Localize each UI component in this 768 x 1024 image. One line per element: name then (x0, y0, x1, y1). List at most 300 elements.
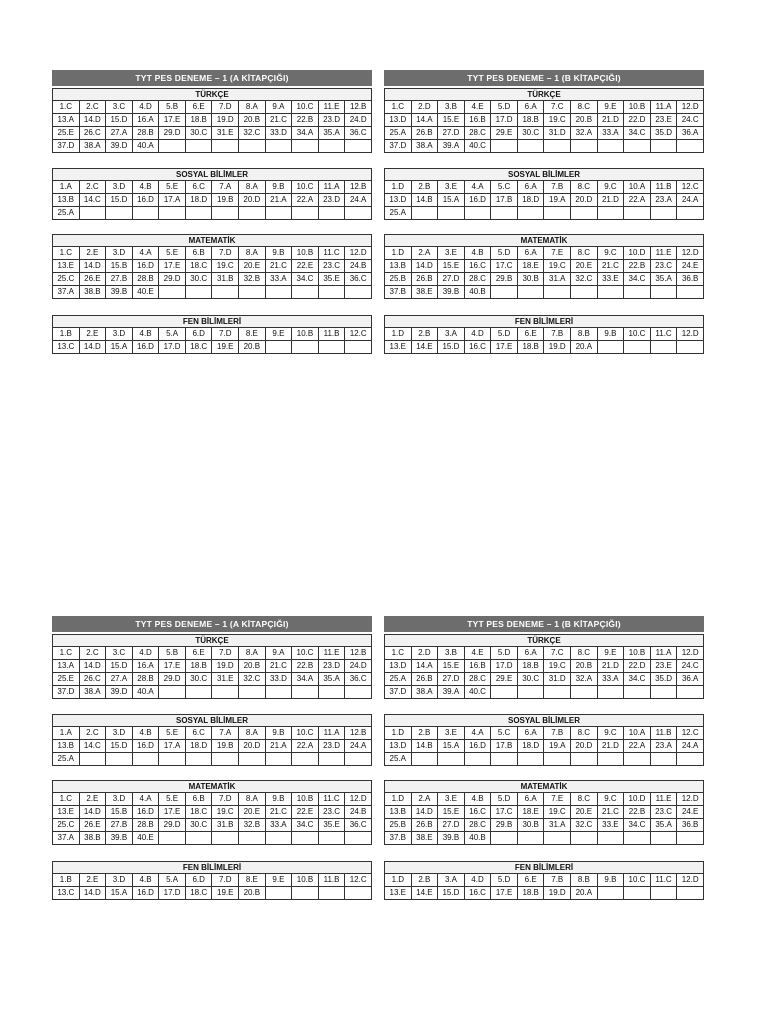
answer-cell (624, 140, 651, 153)
answer-cell: 16.A (132, 114, 159, 127)
answer-cell: 20.B (571, 114, 598, 127)
answer-row (385, 686, 704, 699)
answer-table (384, 646, 704, 699)
answer-cell: 7.B (544, 727, 571, 740)
answer-cell: 7.D (212, 647, 239, 660)
answer-cell: 18.C (185, 341, 212, 354)
answer-cell: 17.D (491, 660, 518, 673)
answer-cell: 34.C (624, 127, 651, 140)
answer-cell: 38.A (79, 140, 106, 153)
answer-cell: 23.A (650, 194, 677, 207)
answer-cell: 22.A (292, 194, 319, 207)
answer-cell: 34.C (624, 273, 651, 286)
answer-cell: 16.D (464, 740, 491, 753)
answer-cell: 16.D (132, 806, 159, 819)
answer-cell: 3.A (438, 874, 465, 887)
answer-table (52, 726, 372, 766)
subject-section (384, 168, 704, 220)
answer-cell: 20.D (571, 740, 598, 753)
answer-cell (517, 207, 544, 220)
answer-cell: 22.A (624, 194, 651, 207)
answer-cell: 2.E (79, 247, 106, 260)
answer-cell: 31.B (212, 819, 239, 832)
answer-cell (106, 753, 133, 766)
answer-cell: 1.A (53, 181, 80, 194)
answer-cell (265, 341, 292, 354)
answer-cell: 10.D (624, 247, 651, 260)
answer-cell: 39.B (438, 286, 465, 299)
booklet-title: TYT PES DENEME – 1 (A KİTAPÇIĞI) (52, 70, 372, 86)
answer-cell: 28.C (464, 819, 491, 832)
answer-cell: 5.B (159, 647, 186, 660)
answer-cell: 2.E (79, 874, 106, 887)
answer-cell: 26.B (411, 127, 438, 140)
answer-cell: 39.B (106, 832, 133, 845)
answer-cell: 15.A (106, 887, 133, 900)
answer-cell: 32.C (571, 819, 598, 832)
answer-cell (212, 686, 239, 699)
answer-cell (491, 686, 518, 699)
answer-cell: 5.D (491, 328, 518, 341)
answer-cell: 8.A (239, 247, 266, 260)
answer-cell: 4.D (464, 328, 491, 341)
answer-cell: 21.D (597, 740, 624, 753)
answer-cell: 24.C (677, 660, 704, 673)
answer-cell: 29.B (491, 819, 518, 832)
answer-cell: 33.A (265, 819, 292, 832)
answer-cell (517, 686, 544, 699)
answer-cell (438, 207, 465, 220)
answer-cell: 35.E (318, 273, 345, 286)
answer-cell: 5.D (491, 247, 518, 260)
answer-cell: 23.C (650, 260, 677, 273)
answer-cell: 25.E (53, 127, 80, 140)
answer-cell: 14.E (411, 887, 438, 900)
answer-cell (597, 686, 624, 699)
answer-cell: 17.D (159, 887, 186, 900)
booklet-answer-key (384, 70, 704, 351)
answer-cell (292, 753, 319, 766)
booklet-answer-key (384, 616, 704, 897)
subject-section (384, 714, 704, 766)
answer-cell: 31.A (544, 273, 571, 286)
answer-cell: 18.B (517, 114, 544, 127)
answer-cell: 8.C (571, 247, 598, 260)
answer-cell: 6.A (517, 793, 544, 806)
answer-cell: 36.B (677, 273, 704, 286)
answer-cell: 2.C (79, 647, 106, 660)
answer-cell: 7.B (544, 874, 571, 887)
answer-cell: 1.C (53, 647, 80, 660)
answer-cell (265, 753, 292, 766)
answer-cell: 10.D (624, 793, 651, 806)
answer-table (384, 873, 704, 900)
answer-cell: 14.D (79, 660, 106, 673)
answer-cell: 2.E (79, 328, 106, 341)
answer-cell (292, 686, 319, 699)
answer-cell: 29.E (491, 127, 518, 140)
answer-cell (411, 753, 438, 766)
answer-cell: 8.A (239, 181, 266, 194)
answer-cell (292, 832, 319, 845)
answer-cell: 10.C (292, 181, 319, 194)
answer-cell: 16.D (132, 341, 159, 354)
answer-cell (292, 140, 319, 153)
subject-title: TÜRKÇE (52, 634, 372, 646)
answer-cell: 11.C (318, 247, 345, 260)
answer-cell: 26.C (79, 673, 106, 686)
answer-cell: 8.A (239, 793, 266, 806)
answer-cell: 35.D (650, 127, 677, 140)
answer-cell: 16.D (132, 740, 159, 753)
subject-section (52, 780, 372, 845)
answer-row (385, 247, 704, 260)
answer-cell: 37.D (53, 140, 80, 153)
answer-cell (464, 753, 491, 766)
answer-row (53, 806, 372, 819)
answer-cell: 3.E (438, 727, 465, 740)
answer-cell: 12.D (345, 793, 372, 806)
answer-cell (265, 686, 292, 699)
answer-cell: 4.D (132, 647, 159, 660)
answer-cell: 23.C (318, 260, 345, 273)
answer-cell: 30.C (185, 819, 212, 832)
answer-row (53, 101, 372, 114)
answer-cell (491, 207, 518, 220)
answer-row (385, 114, 704, 127)
answer-cell: 27.A (106, 127, 133, 140)
answer-cell: 15.A (438, 194, 465, 207)
answer-cell: 6.A (517, 181, 544, 194)
answer-cell: 6.E (517, 874, 544, 887)
answer-cell: 33.E (597, 273, 624, 286)
answer-cell: 6.A (517, 727, 544, 740)
answer-cell (132, 207, 159, 220)
answer-cell: 19.E (212, 887, 239, 900)
answer-cell: 21.C (265, 660, 292, 673)
answer-cell: 9.E (265, 328, 292, 341)
answer-cell: 13.E (53, 260, 80, 273)
answer-cell (624, 753, 651, 766)
answer-row (53, 341, 372, 354)
answer-cell: 3.D (106, 793, 133, 806)
answer-cell: 24.A (345, 194, 372, 207)
answer-row (385, 753, 704, 766)
answer-cell: 23.D (318, 740, 345, 753)
answer-cell: 22.A (624, 740, 651, 753)
answer-cell (650, 887, 677, 900)
answer-cell: 28.B (132, 127, 159, 140)
answer-cell: 22.B (624, 806, 651, 819)
answer-row (53, 874, 372, 887)
answer-cell: 26.E (79, 819, 106, 832)
answer-cell: 36.A (677, 127, 704, 140)
answer-cell: 18.B (517, 660, 544, 673)
answer-cell: 9.E (597, 101, 624, 114)
answer-cell: 21.D (597, 114, 624, 127)
answer-cell: 19.C (544, 114, 571, 127)
answer-cell: 21.D (597, 194, 624, 207)
answer-cell (571, 286, 598, 299)
answer-cell: 6.A (517, 247, 544, 260)
answer-row (385, 194, 704, 207)
answer-cell: 6.B (185, 793, 212, 806)
answer-cell: 19.D (544, 341, 571, 354)
answer-cell (597, 140, 624, 153)
answer-cell (650, 753, 677, 766)
answer-row (385, 207, 704, 220)
answer-cell: 29.D (159, 127, 186, 140)
answer-row (53, 647, 372, 660)
answer-cell: 1.D (385, 727, 412, 740)
answer-cell: 25.B (385, 819, 412, 832)
answer-cell: 37.D (385, 140, 412, 153)
answer-row (385, 328, 704, 341)
answer-cell: 11.B (318, 328, 345, 341)
answer-cell: 27.D (438, 819, 465, 832)
answer-cell: 23.C (650, 806, 677, 819)
answer-row (53, 247, 372, 260)
answer-cell: 19.C (212, 806, 239, 819)
answer-cell: 16.B (464, 660, 491, 673)
answer-cell: 18.E (517, 806, 544, 819)
answer-table (384, 792, 704, 845)
answer-cell: 38.A (411, 140, 438, 153)
answer-cell: 15.E (438, 260, 465, 273)
answer-cell: 33.D (265, 127, 292, 140)
answer-cell: 20.E (239, 260, 266, 273)
answer-cell: 38.A (79, 686, 106, 699)
answer-cell: 14.D (411, 806, 438, 819)
answer-cell: 15.E (438, 114, 465, 127)
answer-cell: 21.D (597, 660, 624, 673)
answer-cell (491, 140, 518, 153)
answer-cell: 14.C (79, 194, 106, 207)
answer-row (53, 793, 372, 806)
answer-cell: 3.C (106, 101, 133, 114)
answer-cell (345, 286, 372, 299)
answer-row (385, 673, 704, 686)
answer-row (385, 101, 704, 114)
answer-cell (624, 207, 651, 220)
answer-cell: 11.B (650, 181, 677, 194)
answer-cell: 39.A (438, 140, 465, 153)
answer-cell: 10.B (624, 101, 651, 114)
booklet-title: TYT PES DENEME – 1 (A KİTAPÇIĞI) (52, 616, 372, 632)
answer-cell: 35.A (318, 127, 345, 140)
answer-cell: 30.C (185, 673, 212, 686)
answer-cell: 4.A (464, 181, 491, 194)
subject-title: MATEMATİK (384, 780, 704, 792)
answer-cell (185, 207, 212, 220)
answer-cell: 20.A (571, 341, 598, 354)
answer-cell: 12.B (345, 101, 372, 114)
answer-cell: 35.A (650, 819, 677, 832)
answer-cell (650, 286, 677, 299)
answer-cell: 3.B (438, 101, 465, 114)
answer-cell: 36.C (345, 273, 372, 286)
answer-cell (345, 341, 372, 354)
answer-cell: 1.C (385, 101, 412, 114)
answer-cell: 17.E (159, 660, 186, 673)
answer-cell: 5.D (491, 647, 518, 660)
answer-cell: 35.E (318, 819, 345, 832)
answer-cell: 40.B (464, 286, 491, 299)
answer-cell: 6.E (517, 328, 544, 341)
answer-cell (544, 753, 571, 766)
answer-cell: 11.E (318, 101, 345, 114)
answer-cell: 22.D (624, 114, 651, 127)
subject-title: TÜRKÇE (384, 634, 704, 646)
answer-cell (544, 686, 571, 699)
answer-cell: 24.A (345, 740, 372, 753)
answer-cell: 15.D (106, 660, 133, 673)
answer-cell: 8.C (571, 181, 598, 194)
answer-cell: 16.C (464, 806, 491, 819)
answer-cell: 23.D (318, 114, 345, 127)
answer-cell: 19.A (544, 194, 571, 207)
answer-row (385, 874, 704, 887)
answer-cell: 19.D (544, 887, 571, 900)
answer-cell: 31.A (544, 819, 571, 832)
answer-cell: 36.C (345, 127, 372, 140)
answer-cell: 13.D (385, 660, 412, 673)
answer-cell: 40.B (464, 832, 491, 845)
answer-cell: 14.A (411, 114, 438, 127)
answer-cell: 10.C (624, 874, 651, 887)
answer-row (385, 341, 704, 354)
answer-cell: 13.B (385, 260, 412, 273)
answer-cell: 17.E (491, 341, 518, 354)
answer-cell: 24.E (677, 260, 704, 273)
subject-title: MATEMATİK (384, 234, 704, 246)
answer-cell: 1.A (53, 727, 80, 740)
answer-cell: 27.D (438, 273, 465, 286)
answer-cell: 4.D (464, 874, 491, 887)
answer-table (52, 100, 372, 153)
subject-title: FEN BİLİMLERİ (384, 315, 704, 327)
answer-cell: 38.E (411, 832, 438, 845)
answer-cell: 16.D (132, 194, 159, 207)
answer-cell: 17.E (159, 260, 186, 273)
answer-cell: 11.C (650, 874, 677, 887)
answer-cell: 8.E (239, 874, 266, 887)
answer-row (385, 260, 704, 273)
answer-row (385, 286, 704, 299)
answer-cell: 4.E (464, 647, 491, 660)
answer-cell: 4.B (132, 181, 159, 194)
answer-cell: 2.C (79, 181, 106, 194)
answer-cell: 20.D (239, 194, 266, 207)
subject-section (384, 88, 704, 153)
answer-table (384, 246, 704, 299)
answer-cell: 16.D (132, 887, 159, 900)
answer-cell: 12.D (677, 101, 704, 114)
answer-cell (318, 286, 345, 299)
answer-row (53, 887, 372, 900)
answer-cell: 2.C (79, 727, 106, 740)
answer-cell: 14.D (79, 260, 106, 273)
answer-cell: 16.C (464, 260, 491, 273)
answer-cell: 34.C (624, 819, 651, 832)
answer-cell: 15.E (438, 660, 465, 673)
answer-cell: 3.B (438, 647, 465, 660)
answer-cell: 18.B (517, 341, 544, 354)
answer-cell: 32.C (571, 273, 598, 286)
answer-cell: 5.D (491, 793, 518, 806)
answer-cell: 6.A (517, 647, 544, 660)
answer-cell: 14.D (79, 341, 106, 354)
answer-cell (265, 286, 292, 299)
answer-cell: 25.C (53, 273, 80, 286)
answer-cell: 27.B (106, 273, 133, 286)
answer-row (53, 194, 372, 207)
answer-cell: 40.A (132, 140, 159, 153)
answer-cell: 25.A (385, 207, 412, 220)
answer-cell: 10.B (292, 328, 319, 341)
answer-cell: 11.E (650, 793, 677, 806)
answer-cell: 23.D (318, 194, 345, 207)
answer-cell: 39.D (106, 140, 133, 153)
answer-cell: 8.C (571, 647, 598, 660)
answer-cell: 18.D (517, 740, 544, 753)
answer-cell (624, 832, 651, 845)
subject-section (384, 234, 704, 299)
answer-row (385, 727, 704, 740)
answer-cell: 25.A (53, 753, 80, 766)
answer-cell: 10.B (292, 874, 319, 887)
answer-cell: 22.B (292, 114, 319, 127)
answer-cell: 14.D (79, 114, 106, 127)
answer-cell (318, 832, 345, 845)
answer-cell: 13.A (53, 660, 80, 673)
answer-cell: 1.C (385, 647, 412, 660)
answer-cell: 5.D (491, 874, 518, 887)
answer-cell: 27.D (438, 673, 465, 686)
answer-cell: 18.B (185, 114, 212, 127)
answer-cell: 9.A (265, 647, 292, 660)
answer-cell: 26.B (411, 273, 438, 286)
answer-cell: 32.B (239, 819, 266, 832)
answer-cell: 8.C (571, 727, 598, 740)
answer-row (385, 140, 704, 153)
answer-cell: 9.E (265, 874, 292, 887)
answer-cell: 12.D (677, 874, 704, 887)
answer-cell: 16.B (464, 114, 491, 127)
answer-row (385, 793, 704, 806)
answer-row (53, 207, 372, 220)
answer-table (52, 792, 372, 845)
answer-cell: 20.E (571, 806, 598, 819)
booklet-answer-key (52, 616, 372, 897)
answer-cell: 38.A (411, 686, 438, 699)
answer-cell (517, 753, 544, 766)
answer-cell: 25.A (385, 753, 412, 766)
answer-cell: 8.C (571, 793, 598, 806)
answer-row (53, 114, 372, 127)
answer-cell: 24.A (677, 194, 704, 207)
answer-cell: 28.B (132, 819, 159, 832)
answer-cell: 22.E (292, 260, 319, 273)
answer-cell: 3.C (106, 647, 133, 660)
answer-cell (185, 140, 212, 153)
answer-cell (265, 887, 292, 900)
answer-row (53, 260, 372, 273)
answer-cell: 4.D (132, 101, 159, 114)
answer-cell (544, 207, 571, 220)
answer-cell (571, 832, 598, 845)
answer-cell: 21.A (265, 194, 292, 207)
